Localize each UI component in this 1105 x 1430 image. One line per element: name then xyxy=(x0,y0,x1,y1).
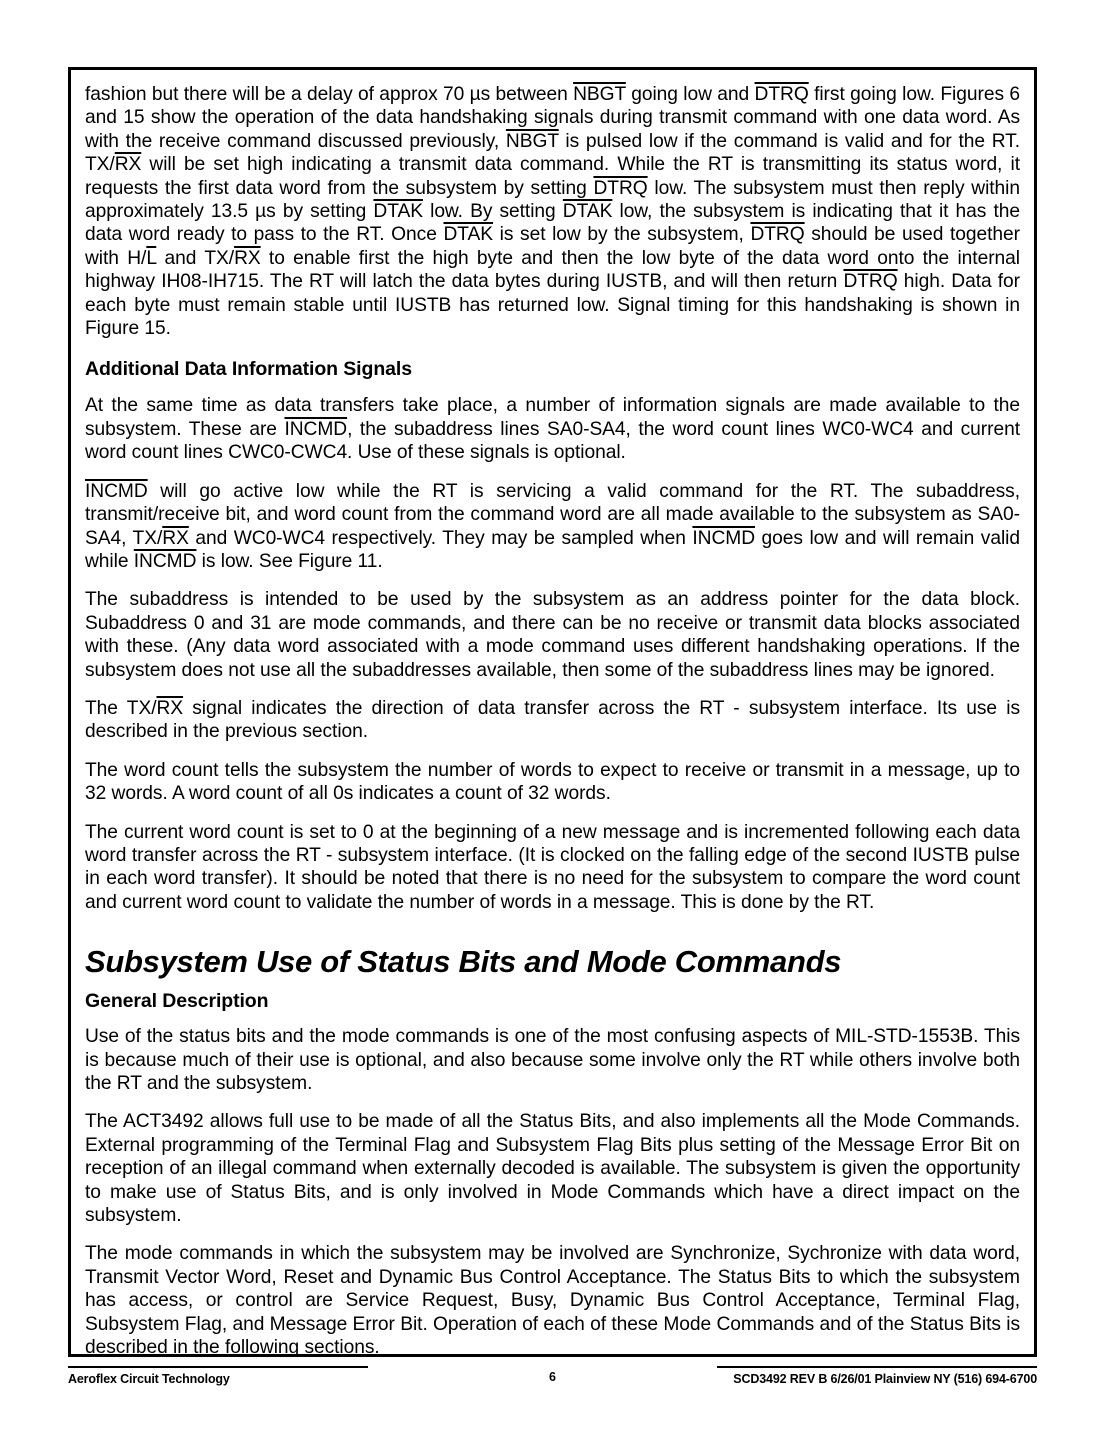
footer-page-number: 6 xyxy=(549,1370,556,1384)
text-fragment: The TX/ xyxy=(85,697,157,719)
signal-dtak: DTAK xyxy=(562,201,613,223)
heading-additional-data-information-signals: Additional Data Information Signals xyxy=(85,358,412,381)
text-fragment: fashion but there will be a delay of approx 70 µs between xyxy=(85,84,574,105)
signal-nbgt: NBGT xyxy=(505,130,559,152)
text-fragment: is pulsed low if the command is valid and for the RT. TX/ xyxy=(85,130,1020,176)
signal-dtrq: DTRQ xyxy=(750,224,805,246)
signal-rx: $\overline{RX}$ xyxy=(114,154,142,176)
text-fragment: low, the subsystem is indicating that it has the data word ready to pass to the RT. Once xyxy=(85,201,1020,246)
paragraph-txrx-signal xyxy=(85,697,1020,744)
signal-dtak: DTAK xyxy=(443,224,494,246)
signal-rx: $\overline{RX}$ xyxy=(234,247,261,269)
paragraph-act3492: The ACT3492 allows full use to be made of all the Status Bits, and also implements all the Mode Commands. External programming of the Terminal Flag and Subsystem Flag Bits plus setting of the Message Error Bit on reception of an illegal command when externally decoded is available. The subsystem is given the opportunity to make use of Status Bits, and is only involved in Mode Commands which have a direct impact on the subsystem. xyxy=(85,1111,1020,1227)
signal-incmd: INCMD xyxy=(692,527,756,549)
signal-nbgt: NBGT xyxy=(573,84,626,105)
footer-company-name: Aeroflex Circuit Technology xyxy=(68,1366,368,1387)
signal-dtrq: DTRQ xyxy=(593,177,648,199)
paragraph-information-signals xyxy=(85,394,1020,464)
signal-incmd: INCMD xyxy=(284,418,348,440)
paragraph-mode-commands: The mode commands in which the subsystem may be involved are Synchronize, Sychronize with data word, Transmit Vector Word, Reset and Dynamic Bus Control Acceptance. The Status Bits to which the subsystem has access, or control are Service Request, Busy, Dynamic Bus Control Acceptance, Terminal Flag, Subsystem Flag, and Message Error Bit. Operation of each of these Mode Commands and of the Status Bits is described in the following sections. xyxy=(85,1243,1020,1359)
text-fragment: will go active low while the RT is servicing a valid command for the RT. The subaddress, transmit/receive bit, and word count from the command word are all made available to the subsystem as SA0-SA4, TX/ xyxy=(85,480,1020,549)
signal-incmd: INCMD xyxy=(133,550,197,572)
page-title: Subsystem Use of Status Bits and Mode Commands xyxy=(85,944,842,980)
text-fragment: signal indicates the direction of data transfer across the RT - subsystem interface. Its use is described in the previous section. xyxy=(85,697,1020,743)
heading-general-description: General Description xyxy=(85,990,269,1013)
signal-l: $\overline{L}$ xyxy=(146,247,157,269)
signal-dtrq: DTRQ xyxy=(843,271,898,293)
text-fragment: low. By setting xyxy=(422,201,563,223)
page-footer xyxy=(68,1366,1037,1406)
paragraph-subaddress: The subaddress is intended to be used by the subsystem as an address pointer for the data block. Subaddress 0 and 31 are mode commands, and there can be no receive or transmit data blocks associated with these. (Any data word associated with a mode command uses different handshaking operations. If the subsystem does not use all the subaddresses available, then some of the subaddress lines may be ignored. xyxy=(85,589,1020,681)
text-fragment: high. Data for each byte must remain stable until IUSTB has returned low. Signal timing for this handshaking is shown in Figure 15. xyxy=(85,271,1020,340)
signal-dtak: DTAK xyxy=(373,201,423,223)
text-fragment: should be used together with H/ xyxy=(85,224,1020,269)
text-fragment: At the same time as data transfers take place, a number of information signals are made available to the subsystem. These are xyxy=(85,395,1020,440)
text-fragment: going low and xyxy=(625,84,755,105)
text-fragment: is low. See Figure 11. xyxy=(196,550,383,572)
text-fragment: first going low. Figures 6 and 15 show the operation of the data handshaking signals during transmit command with one data word. As with the receive command discussed previously, xyxy=(85,84,1020,152)
paragraph-word-count: The word count tells the subsystem the number of words to expect to receive or transmit in a message, up to 32 words. A word count of all 0s indicates a count of 32 words. xyxy=(85,759,1020,805)
text-fragment: and WC0-WC4 respectively. They may be sampled when xyxy=(188,527,693,549)
signal-dtrq: DTRQ xyxy=(754,84,809,105)
text-fragment: , the subaddress lines SA0-SA4, the word count lines WC0-WC4 and current word count lines CWC0-CWC4. Use of these signals is optional. xyxy=(85,418,1020,464)
text-fragment: goes low and will remain valid while xyxy=(85,527,1020,572)
text-fragment: low. The subsystem must then reply within approximately 13.5 µs by setting xyxy=(85,177,1021,223)
text-fragment: is set low by the subsystem, xyxy=(493,224,751,246)
paragraph-status-bits-intro: Use of the status bits and the mode commands is one of the most confusing aspects of MIL-STD-1553B. This is because much of their use is optional, and also because some involve only the RT while others involve both the RT and the subsystem. xyxy=(85,1026,1020,1094)
footer-document-reference: SCD3492 REV B 6/26/01 Plainview NY (516) 694-6700 xyxy=(717,1366,1037,1387)
page-content xyxy=(85,83,1020,1374)
signal-incmd: INCMD xyxy=(85,480,148,502)
text-fragment: will be set high indicating a transmit data command. While the RT is transmitting its status word, it requests the first data word from the subsystem by setting xyxy=(85,154,1020,199)
signal-rx: $\overline{RX}$ xyxy=(156,697,184,719)
text-fragment: and TX/ xyxy=(156,247,235,269)
text-fragment: to enable first the high byte and then the low byte of the data word onto the internal highway IH08-IH715. The RT will latch the data bytes during IUSTB, and will then return xyxy=(85,247,1020,293)
paragraph-incmd-description xyxy=(85,480,1020,574)
paragraph-handshaking-intro xyxy=(85,83,1020,340)
paragraph-current-word-count: The current word count is set to 0 at the beginning of a new message and is incremented following each data word transfer across the RT - subsystem interface. (It is clocked on the falling edge of the second IUSTB pulse in each word transfer). It should be noted that there is no need for the subsystem to compare the word count and current word count to validate the number of words in a message. This is done by the RT. xyxy=(85,821,1020,913)
signal-rx: $\overline{RX}$ xyxy=(162,527,189,549)
